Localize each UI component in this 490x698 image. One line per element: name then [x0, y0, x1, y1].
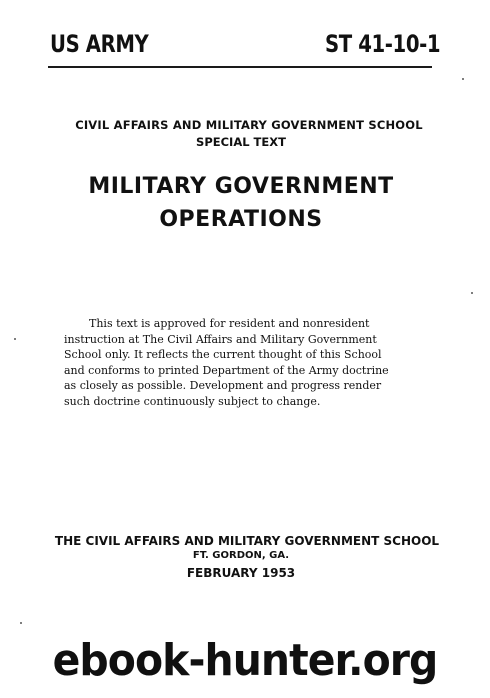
header-rule	[48, 66, 432, 68]
paragraph-line: This text is approved for resident and nonresident	[89, 317, 370, 330]
paragraph-line: and conforms to printed Department of the Army doctrine	[64, 363, 389, 377]
scan-speck	[471, 292, 473, 294]
scan-speck	[14, 338, 16, 340]
title-line-2: OPERATIONS	[159, 207, 323, 232]
special-text-heading: SPECIAL TEXT	[196, 135, 286, 149]
approval-paragraph	[64, 316, 429, 409]
footer-location: FT. GORDON, GA.	[192, 550, 290, 561]
paragraph-line: such doctrine continuously subject to change.	[64, 394, 321, 408]
header-left-label: US ARMY	[50, 30, 149, 58]
watermark: ebook-hunter.org	[52, 635, 438, 686]
title-line-1: MILITARY GOVERNMENT	[88, 174, 394, 199]
scan-speck	[462, 78, 464, 80]
school-heading: CIVIL AFFAIRS AND MILITARY GOVERNMENT SCHOOL	[75, 118, 423, 132]
paragraph-line: instruction at The Civil Affairs and Military Government	[64, 332, 377, 346]
footer-date: FEBRUARY 1953	[186, 566, 296, 580]
paragraph-line: School only. It reflects the current thought of this School	[64, 348, 382, 361]
scan-speck	[20, 622, 22, 624]
document-number: ST 41-10-1	[325, 30, 441, 58]
footer-school-name: THE CIVIL AFFAIRS AND MILITARY GOVERNMENT SCHOOL	[54, 534, 440, 548]
paragraph-line: as closely as possible. Development and progress render	[64, 379, 382, 392]
